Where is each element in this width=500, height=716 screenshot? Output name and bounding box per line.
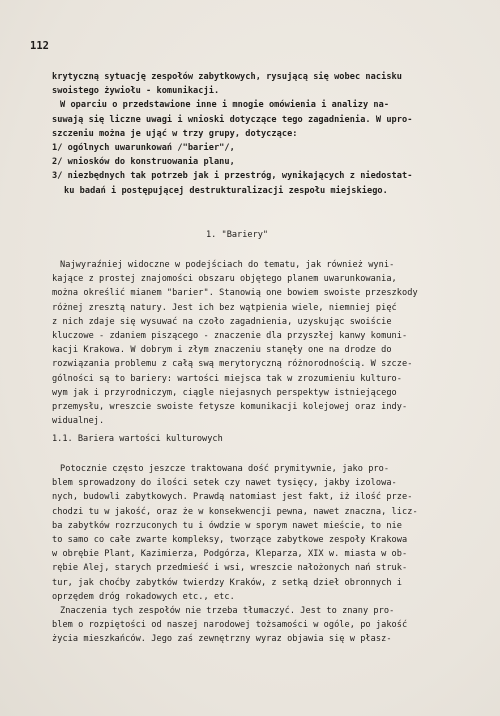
text-line: szczeniu można je ująć w trzy grupy, dotyczące: (52, 128, 298, 139)
text-line: Znaczenia tych zespołów nie trzeba tłumaczyć. Jest to znany pro- (60, 606, 395, 617)
text-line: oprzędem dróg rokadowych etc., etc. (52, 591, 235, 602)
list-item: 3/ niezbędnych tak potrzeb jak i przestróg, wynikających z niedostat- (52, 171, 413, 182)
text-line: wym jak i przyrodniczym, ciągle niejasnych perspektyw istniejącego (52, 387, 397, 398)
text-line: rozwiązania problemu z całą swą merytoryczną różnorodnością. W szcze- (52, 359, 413, 370)
section-heading-bariery: 1. "Bariery" (206, 230, 269, 240)
text-line: w obrębie Plant, Kazimierza, Podgórza, Kleparza, XIX w. miasta w ob- (52, 549, 408, 560)
text-line: Najwyraźniej widoczne w podejściach do tematu, jak również wyni- (60, 260, 395, 270)
text-line: ba zabytków rozrzuconych tu i ówdzie w sporym nawet mieście, to nie (52, 520, 402, 531)
text-line: suwają się liczne uwagi i wnioski dotyczące tego zagadnienia. W upro- (52, 114, 413, 125)
text-line: życia mieszkańców. Jego zaś zewnętrzny wyraz objawia się w płasz- (52, 634, 392, 645)
text-line: z nich zdaje się wysuwać na czoło zagadnienia, uzyskując swoiście (52, 316, 392, 327)
section-heading-bariera-wartosci: 1.1. Bariera wartości kulturowych (52, 434, 223, 444)
text-line: krytyczną sytuację zespołów zabytkowych, rysującą się wobec nacisku (52, 72, 402, 82)
text-line: blem sprowadzony do ilości setek czy nawet tysięcy, jakby izolowa- (52, 478, 397, 489)
text-line: różnej zresztą natury. Jest ich bez wątpienia wiele, niemniej pięć (52, 302, 397, 313)
text-line: kluczowe - zdaniem piszącego - znaczenie dla przyszłej kanwy komuni- (52, 331, 408, 342)
text-line: kające z prostej znajomości obszaru objętego planem uwarunkowania, (52, 274, 397, 285)
text-line: widualnej. (52, 416, 105, 427)
text-line: blem o rozpiętości od naszej narodowej tożsamości w ogóle, po jakość (52, 620, 408, 631)
text-line: chodzi tu w jakość, oraz że w konsekwencji pewna, nawet znaczna, licz- (52, 506, 418, 517)
intro-block (52, 70, 464, 198)
text-line: przemysłu, wreszcie swoiste fetysze komunikacji kolejowej oraz indy- (52, 402, 408, 413)
section-1-body (52, 258, 464, 428)
section-1-1-body (52, 462, 464, 647)
text-line: to samo co całe zwarte kompleksy, tworzące zabytkowe zespoły Krakowa (52, 535, 408, 546)
text-line: rębie Alej, starych przedmieść i wsi, wreszcie nałożonych nań struk- (52, 563, 408, 574)
text-line: można określić mianem "barier". Stanowią one bowiem swoiste przeszkody (52, 288, 418, 299)
list-item: 1/ ogólnych uwarunkowań /"barier"/, (52, 143, 235, 154)
text-line: kacji Krakowa. W dobrym i złym znaczeniu stanęły one na drodze do (52, 345, 392, 356)
list-item: 2/ wniosków do konstruowania planu, (52, 157, 235, 168)
text-line: tur, jak choćby zabytków twierdzy Kraków, z setką dzieł obronnych i (52, 577, 402, 588)
text-line: gólności są to bariery: wartości miejsca tak w zrozumieniu kulturo- (52, 373, 402, 384)
text-line: W oparciu o przedstawione inne i mnogie omówienia i analizy na- (60, 100, 390, 111)
text-line: nych, budowli zabytkowych. Prawdą natomiast jest fakt, iż ilość prze- (52, 492, 413, 503)
text-line: Potocznie często jeszcze traktowana dość prymitywnie, jako pro- (60, 464, 390, 474)
page-number: 112 (30, 40, 49, 52)
text-line: swoistego żywiołu - komunikacji. (52, 86, 220, 97)
list-item-continuation: ku badań i postępującej destrukturalizacji zespołu miejskiego. (64, 185, 388, 196)
